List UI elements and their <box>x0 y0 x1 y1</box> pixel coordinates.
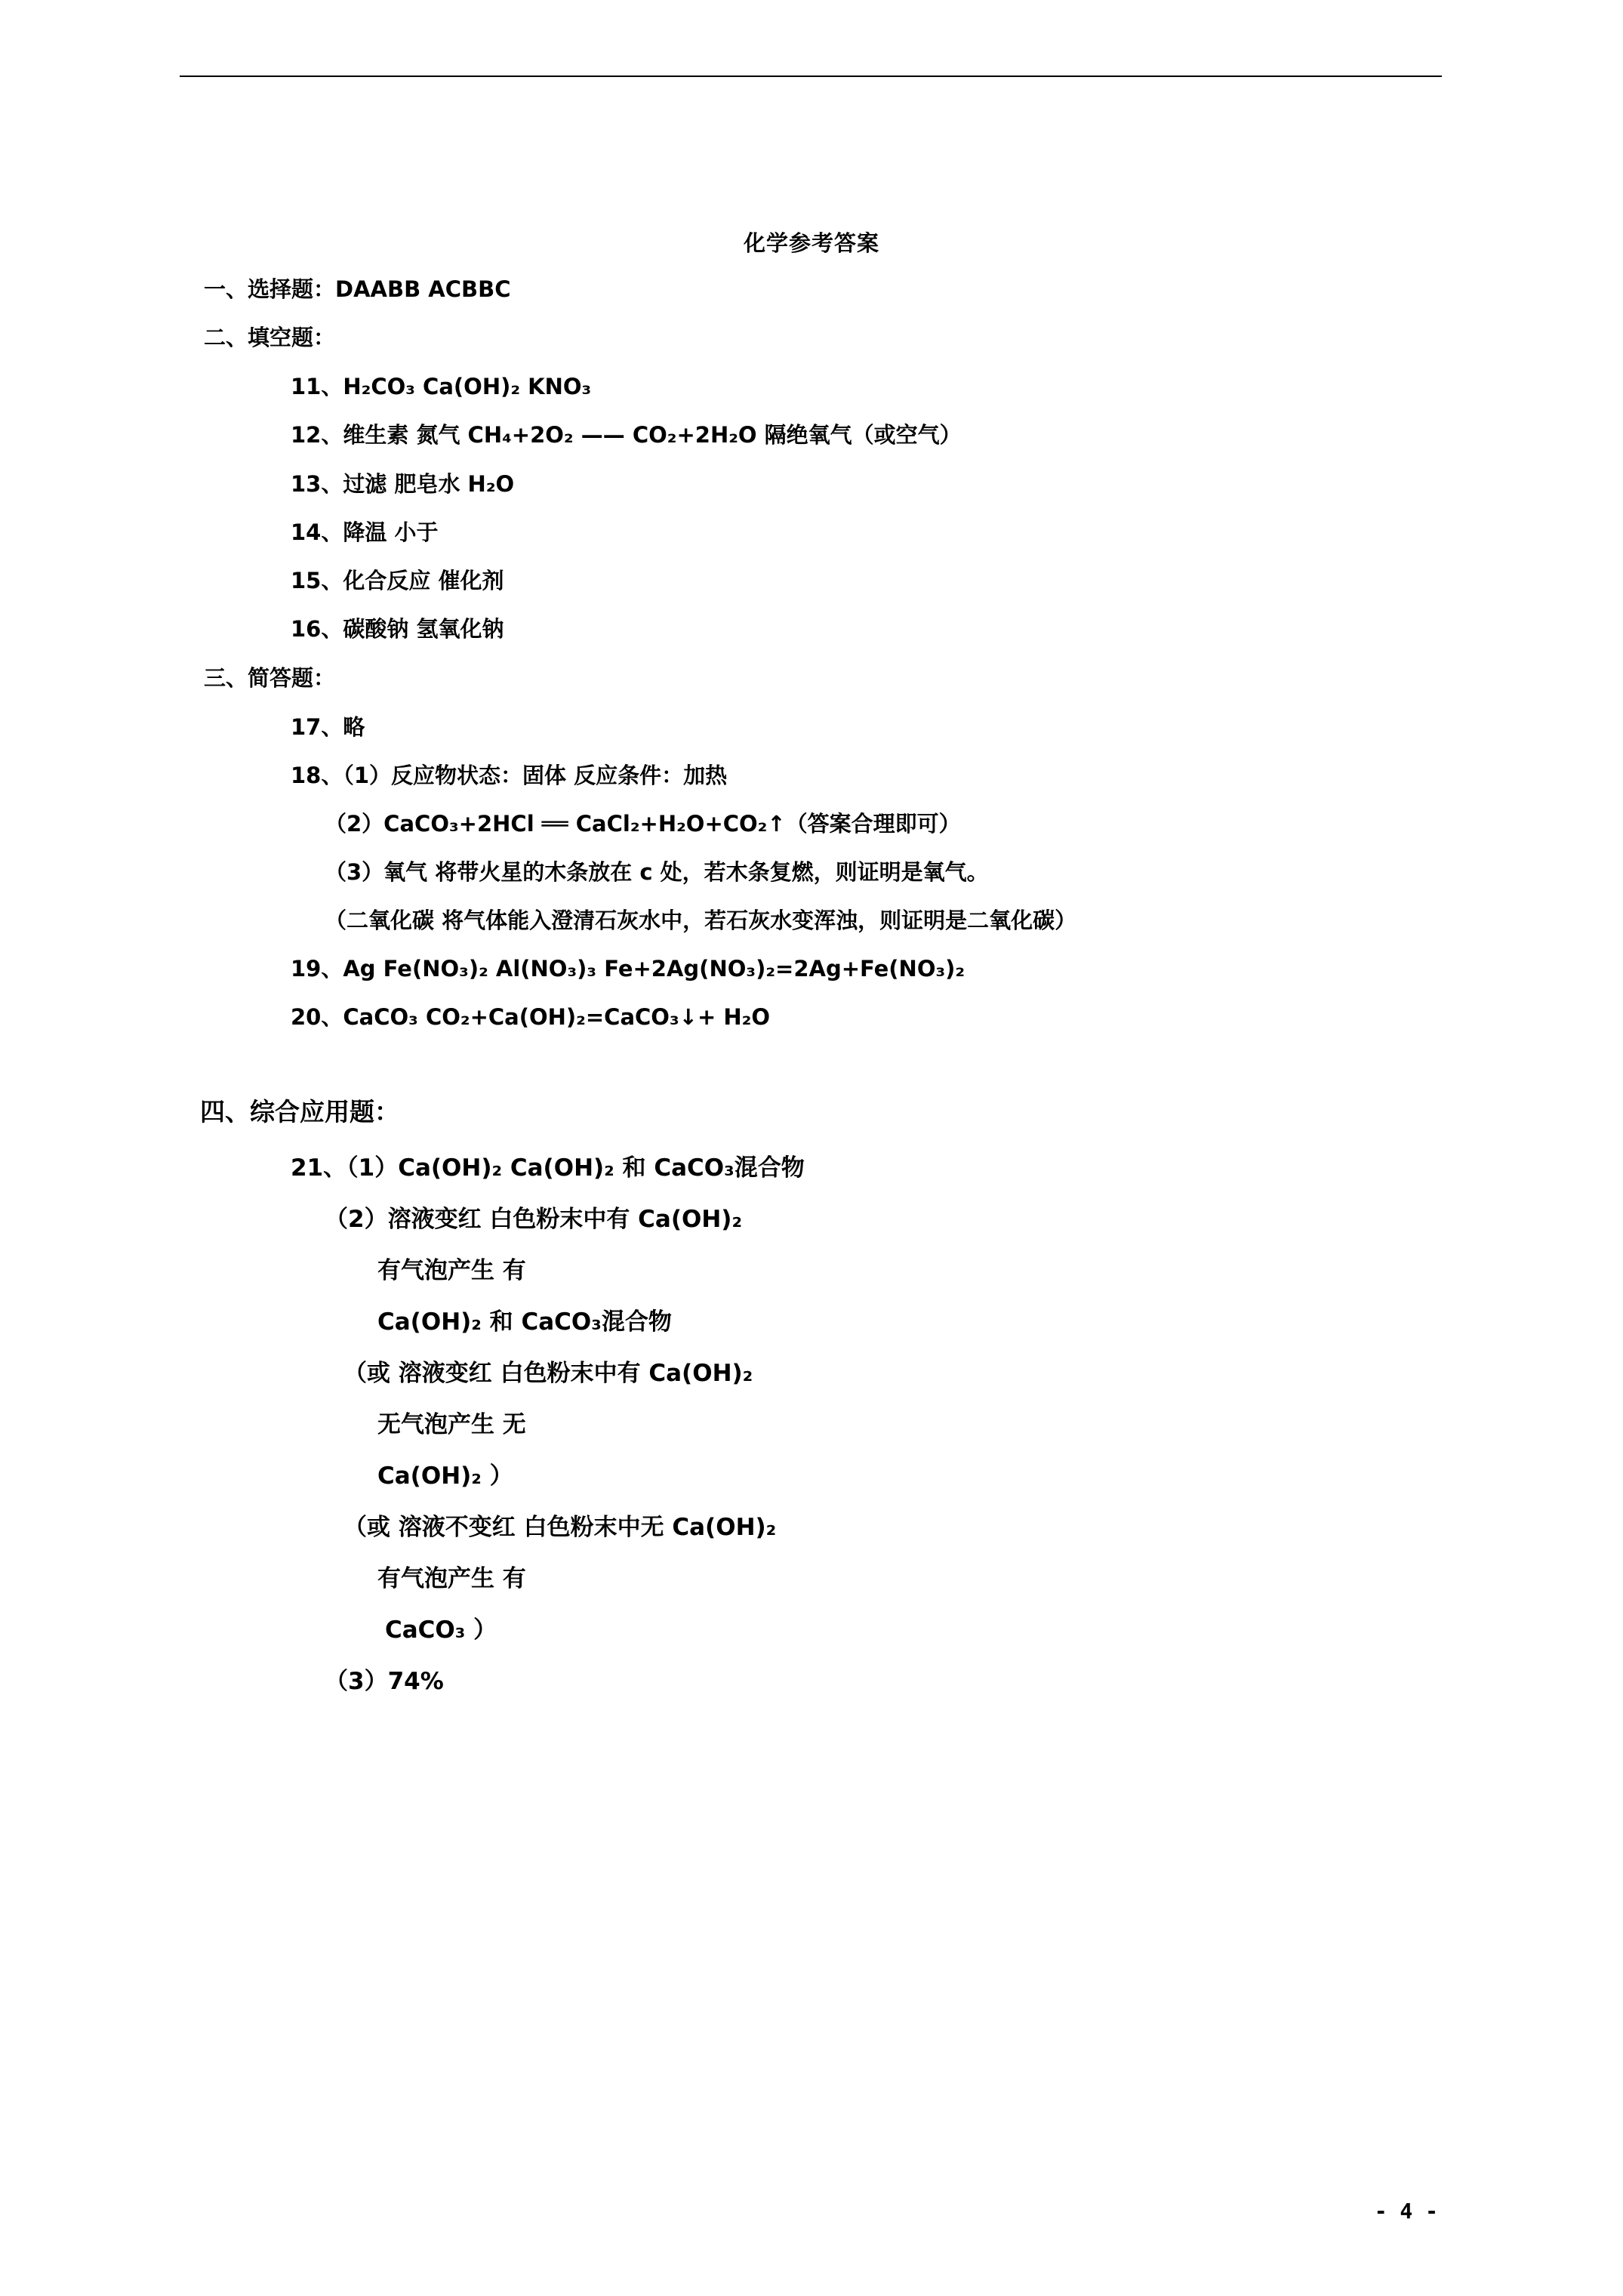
answer-item-15: 15、化合反应 催化剂 <box>291 568 504 593</box>
answer-item-18-1: 18、（1）反应物状态：固体 反应条件：加热 <box>291 763 728 788</box>
answer-item-19: 19、Ag Fe(NO₃)₂ Al(NO₃)₃ Fe+2Ag(NO₃)₂=2Ag+Fe(NO₃)₂ <box>291 956 965 982</box>
section-heading-comprehensive <box>200 1099 399 1126</box>
answer-item-14: 14、降温 小于 <box>291 519 439 545</box>
answer-item-13: 13、过滤 肥皂水 H₂O <box>291 471 515 497</box>
answer-item-20: 20、CaCO₃ CO₂+Ca(OH)₂=CaCO₃↓+ H₂O <box>291 1004 770 1030</box>
answer-item-21-2c: Ca(OH)₂ 和 CaCO₃混合物 <box>377 1308 672 1336</box>
answer-item-12: 12、维生素 氮气 CH₄+2O₂ —— CO₂+2H₂O 隔绝氧气（或空气） <box>291 422 962 448</box>
answer-item-21-3: （3）74% <box>325 1668 444 1695</box>
answer-item-16: 16、碳酸钠 氢氧化钠 <box>291 616 504 642</box>
answer-item-21-2d: （或 溶液变红 白色粉末中有 Ca(OH)₂ <box>343 1360 753 1387</box>
answer-item-21-2h: 有气泡产生 有 <box>377 1565 526 1592</box>
answer-item-21-1: 21、（1）Ca(OH)₂ Ca(OH)₂ 和 CaCO₃混合物 <box>291 1154 805 1182</box>
page-title: 化学参考答案 <box>743 230 879 256</box>
answer-item-18-3: （3）氧气 将带火星的木条放在 c 处，若木条复燃，则证明是氧气。 <box>325 859 989 885</box>
header-rule <box>180 76 1442 77</box>
answer-item-18-4: （二氧化碳 将气体能入澄清石灰水中，若石灰水变浑浊，则证明是二氧化碳） <box>325 908 1077 933</box>
answer-item-21-2i <box>385 1617 497 1643</box>
answer-item-11: 11、H₂CO₃ Ca(OH)₂ KNO₃ <box>291 374 592 399</box>
section-heading-short: 三、简答题： <box>204 665 336 691</box>
page-number: - 4 - <box>1374 2199 1438 2224</box>
answer-item-18-2: （2）CaCO₃+2HCl ══ CaCl₂+H₂O+CO₂↑（答案合理即可） <box>325 811 961 837</box>
answer-item-21-2g: （或 溶液不变红 白色粉末中无 Ca(OH)₂ <box>343 1514 777 1541</box>
answer-item-17: 17、略 <box>291 714 365 740</box>
section-heading-fill: 二、填空题： <box>204 325 336 350</box>
section-heading-comprehensive-label: 四、综合应用题： <box>200 1097 399 1126</box>
answer-item-21-2b: 有气泡产生 有 <box>377 1257 526 1284</box>
answer-item-21-2a: （2）溶液变红 白色粉末中有 Ca(OH)₂ <box>325 1206 743 1233</box>
answer-item-21-2i-text: CaCO₃ ） <box>385 1616 497 1644</box>
section-heading-choice: 一、选择题：DAABB ACBBC <box>204 276 511 302</box>
answer-item-21-2e: 无气泡产生 无 <box>377 1411 526 1438</box>
answer-item-21-2f: Ca(OH)₂ ） <box>377 1462 513 1490</box>
